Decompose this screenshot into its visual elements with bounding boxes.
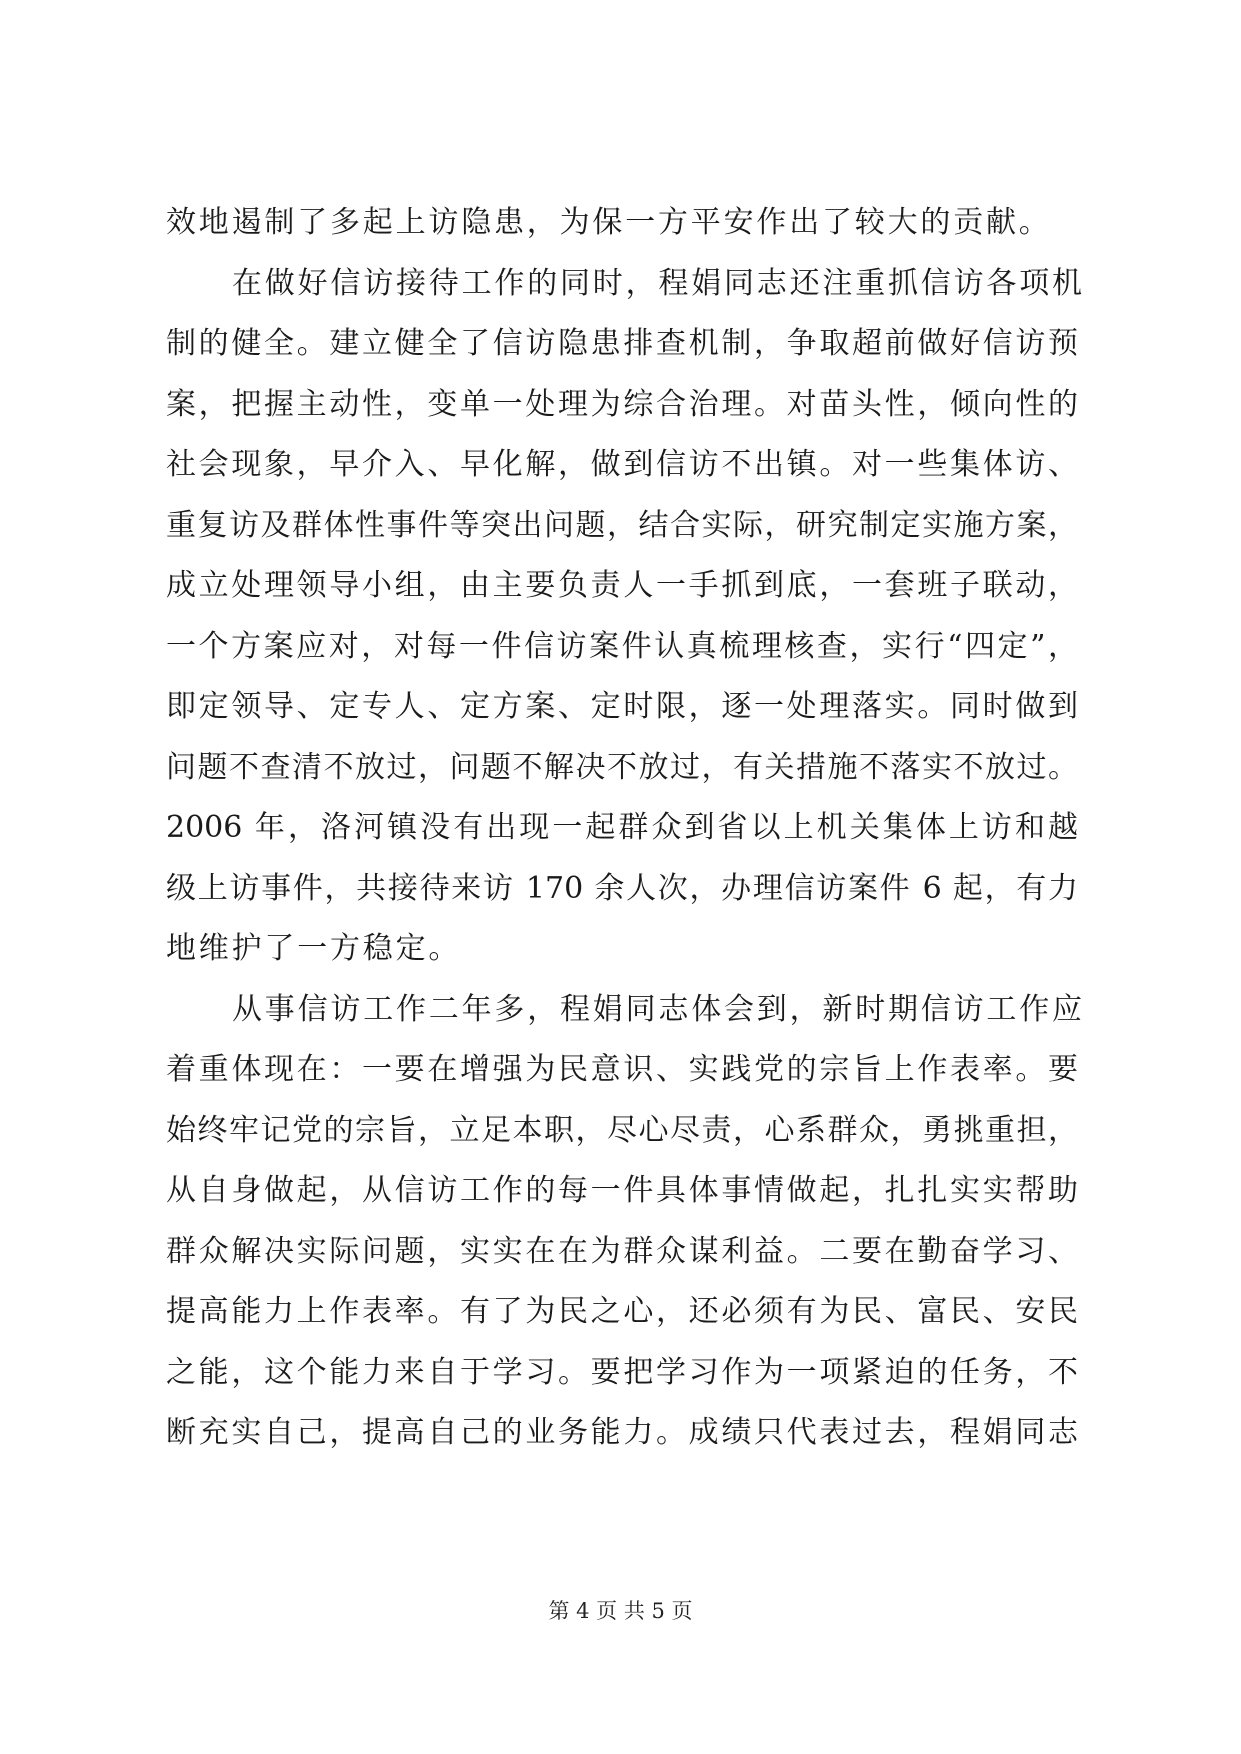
text-line-8: 一个方案应对，对每一件信访案件认真梳理核查，实行“四定”， <box>166 628 1078 664</box>
text-line-15: 着重体现在：一要在增强为民意识、实践党的宗旨上作表率。要 <box>166 1052 1078 1087</box>
text-line-1: 效地遏制了多起上访隐患，为保一方平安作出了较大的贡献。 <box>166 205 1052 240</box>
text-line-17: 从自身做起，从信访工作的每一件具体事情做起，扎扎实实帮助 <box>166 1173 1078 1208</box>
text-line-21: 断充实自己，提高自己的业务能力。成绩只代表过去，程娟同志 <box>166 1415 1078 1450</box>
text-line-11: 2006 年，洛河镇没有出现一起群众到省以上机关集体上访和越 <box>166 810 1078 845</box>
text-line-3: 制的健全。建立健全了信访隐患排查机制，争取超前做好信访预 <box>166 326 1078 361</box>
text-line-16: 始终牢记党的宗旨，立足本职，尽心尽责，心系群众，勇挑重担， <box>166 1112 1078 1148</box>
text-line-10: 问题不查清不放过，问题不解决不放过，有关措施不落实不放过。 <box>166 749 1078 785</box>
text-line-13: 地维护了一方稳定。 <box>166 931 462 966</box>
text-line-5: 社会现象，早介入、早化解，做到信访不出镇。对一些集体访、 <box>166 447 1078 482</box>
page-number-footer: 第 4 页 共 5 页 <box>548 1599 693 1623</box>
text-line-9: 即定领导、定专人、定方案、定时限，逐一处理落实。同时做到 <box>166 689 1078 724</box>
text-line-19: 提高能力上作表率。有了为民之心，还必须有为民、富民、安民 <box>166 1294 1078 1329</box>
text-line-2: 在做好信访接待工作的同时，程娟同志还注重抓信访各项机 <box>232 265 1085 301</box>
text-line-14: 从事信访工作二年多，程娟同志体会到，新时期信访工作应 <box>232 991 1085 1027</box>
text-line-7: 成立处理领导小组，由主要负责人一手抓到底，一套班子联动， <box>166 568 1078 603</box>
text-line-20: 之能，这个能力来自于学习。要把学习作为一项紧迫的任务，不 <box>166 1354 1078 1390</box>
text-line-12: 级上访事件，共接待来访 170 余人次，办理信访案件 6 起，有力 <box>166 870 1078 906</box>
text-line-18: 群众解决实际问题，实实在在为群众谋利益。二要在勤奋学习、 <box>166 1233 1078 1269</box>
document-body <box>166 193 1085 1464</box>
text-line-6: 重复访及群体性事件等突出问题，结合实际，研究制定实施方案， <box>166 507 1078 543</box>
text-line-4: 案，把握主动性，变单一处理为综合治理。对苗头性，倾向性的 <box>166 386 1078 422</box>
